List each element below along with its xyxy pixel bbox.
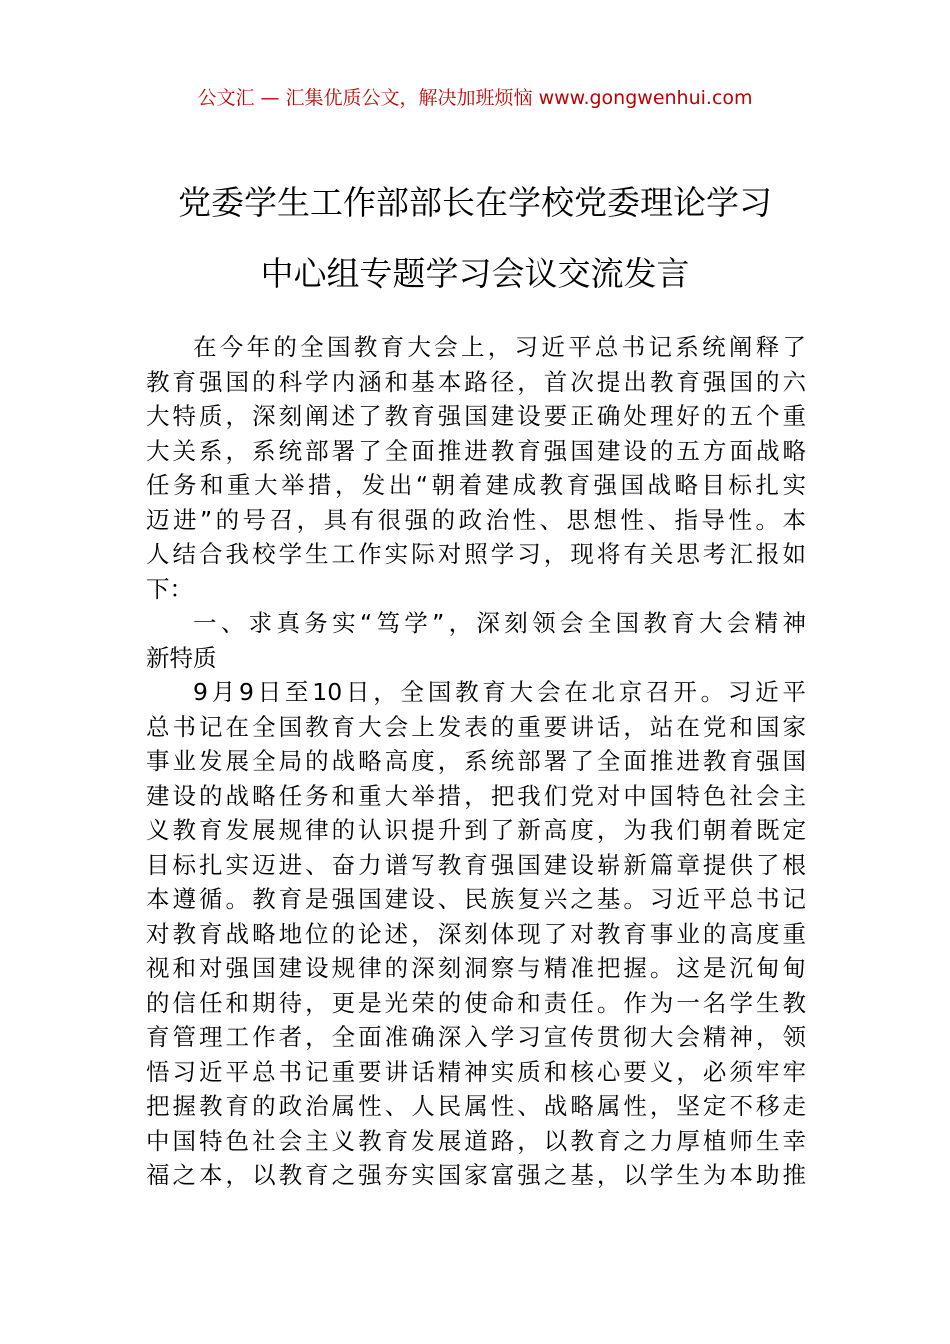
- document-body: [146, 330, 806, 1193]
- text-line: 任务和重大举措，发出“朝着建成教育强国战略目标扎实: [146, 471, 806, 499]
- text-line: 9月9日至10日，全国教育大会在北京召开。习近平: [193, 678, 806, 706]
- text-line: 下：: [146, 574, 193, 603]
- text-line: 视和对强国建设规律的深刻洞察与精准把握。这是沉甸甸: [146, 954, 806, 982]
- text-line: 对教育战略地位的论述，深刻体现了对教育事业的高度重: [146, 919, 806, 948]
- text-line: 目标扎实迈进、奋力谱写教育强国建设崭新篇章提供了根: [146, 850, 806, 879]
- text-line: 的信任和期待，更是光荣的使命和责任。作为一名学生教: [146, 988, 806, 1017]
- document-title-line-1: 党委学生工作部部长在学校党委理论学习: [178, 183, 772, 222]
- heading-line: 一、求真务实“笃学”，深刻领会全国教育大会精神: [193, 609, 806, 637]
- text-line: 大特质，深刻阐述了教育强国建设要正确处理好的五个重: [146, 402, 806, 430]
- section-heading-1: [146, 606, 806, 675]
- site-watermark-header: 公文汇 — 汇集优质公文，解决加班烦恼 www.gongwenhui.com: [197, 87, 753, 109]
- document-title-line-2: 中心组专题学习会议交流发言: [260, 254, 690, 293]
- text-line: 总书记在全国教育大会上发表的重要讲话，站在党和国家: [146, 712, 806, 741]
- text-line: 福之本，以教育之强夯实国家富强之基，以学生为本助推: [146, 1161, 806, 1189]
- text-line: 教育强国的科学内涵和基本路径，首次提出教育强国的六: [146, 367, 806, 396]
- text-line: 悟习近平总书记重要讲话精神实质和核心要义，必须牢牢: [146, 1057, 806, 1086]
- text-line: 本遵循。教育是强国建设、民族复兴之基。习近平总书记: [146, 885, 806, 913]
- heading-line: 新特质: [146, 643, 217, 672]
- text-line: 中国特色社会主义教育发展道路，以教育之力厚植师生幸: [146, 1126, 806, 1155]
- text-line: 把握教育的政治属性、人民属性、战略属性，坚定不移走: [146, 1092, 806, 1120]
- text-line: 在今年的全国教育大会上，习近平总书记系统阐释了: [193, 333, 806, 361]
- text-line: 育管理工作者，全面准确深入学习宣传贯彻大会精神，领: [146, 1023, 806, 1051]
- text-line: 建设的战略任务和重大举措，把我们党对中国特色社会主: [146, 781, 806, 810]
- text-line: 人结合我校学生工作实际对照学习，现将有关思考汇报如: [146, 540, 806, 568]
- text-line: 事业发展全局的战略高度，系统部署了全面推进教育强国: [146, 747, 806, 775]
- text-line: 义教育发展规律的认识提升到了新高度，为我们朝着既定: [146, 816, 806, 844]
- text-line: 迈进”的号召，具有很强的政治性、思想性、指导性。本: [146, 505, 806, 534]
- paragraph-intro: [146, 330, 806, 606]
- text-line: 大关系，系统部署了全面推进教育强国建设的五方面战略: [146, 436, 806, 465]
- paragraph-section-1-body: [146, 675, 806, 1193]
